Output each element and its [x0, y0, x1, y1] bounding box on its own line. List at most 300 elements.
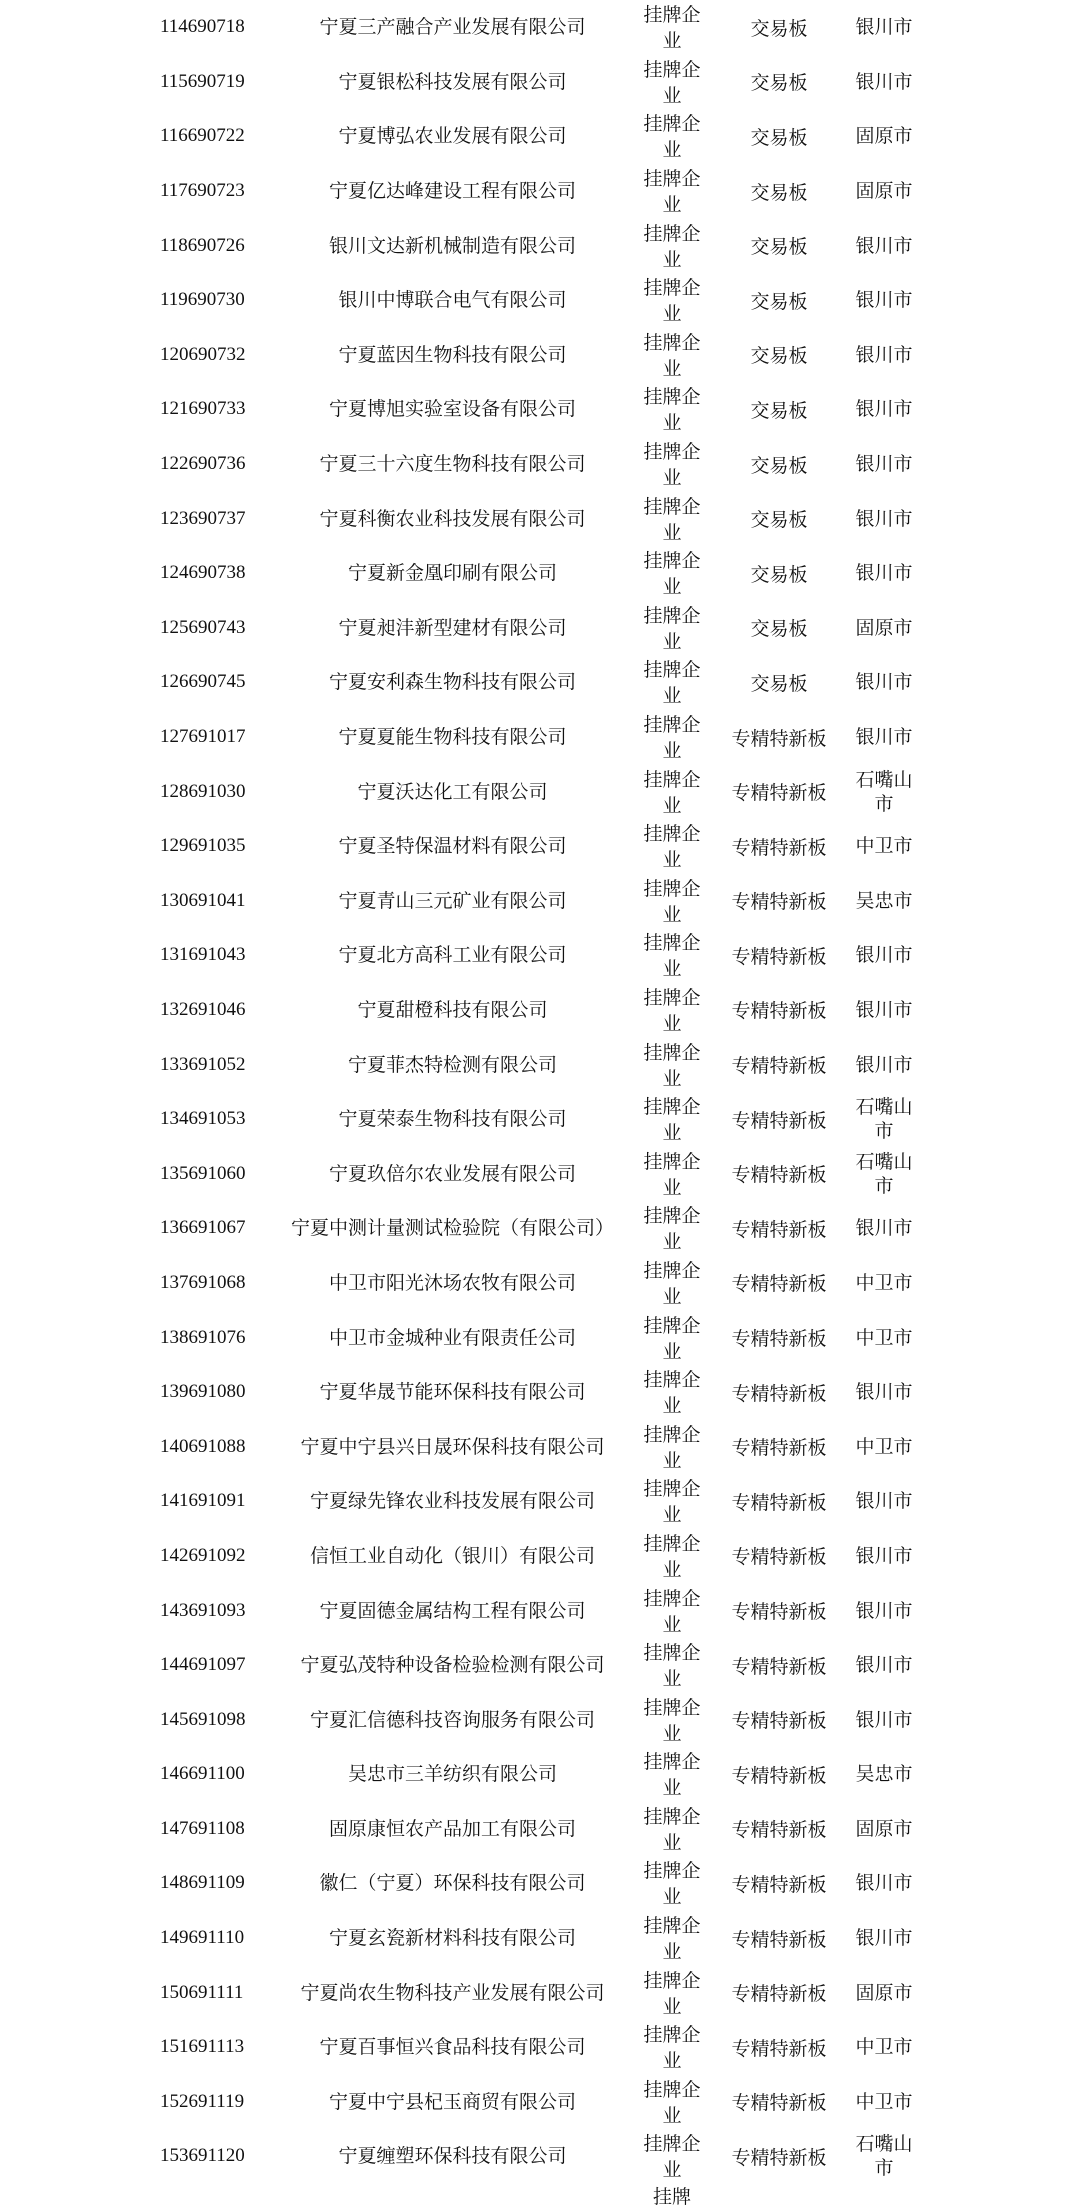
board-name: 交易板 — [750, 399, 808, 422]
company-name: 宁夏科衡农业科技发展有限公司 — [319, 507, 586, 530]
row-number: 139 — [160, 1381, 189, 1403]
row-index-code — [160, 1583, 278, 1638]
board-name: 专精特新板 — [731, 1382, 827, 1405]
listing-type: 挂牌企业 — [643, 1423, 701, 1472]
row-number: 146 — [160, 1763, 189, 1785]
row-number: 150 — [160, 1981, 189, 2003]
row-number: 147 — [160, 1817, 189, 1839]
board-name: 专精特新板 — [731, 2146, 827, 2169]
board-name: 专精特新板 — [731, 1819, 827, 1842]
row-index-code — [160, 0, 278, 55]
table-row — [0, 819, 1080, 874]
listing-type: 挂牌企业 — [643, 986, 701, 1035]
city-name: 银川市 — [855, 671, 913, 694]
listing-type: 挂牌企业 — [643, 1860, 701, 1909]
listing-type: 挂牌企业 — [643, 331, 701, 380]
company-name: 宁夏博旭实验室设备有限公司 — [328, 398, 576, 421]
listing-type: 挂牌企业 — [643, 1478, 701, 1527]
city-name: 中卫市 — [855, 1271, 913, 1294]
listing-type: 挂牌企业 — [643, 113, 701, 162]
listing-type: 挂牌企业 — [643, 4, 701, 53]
city-name: 石嘴山市 — [855, 2133, 913, 2180]
listing-type: 挂牌企业 — [643, 1532, 701, 1581]
row-number: 136 — [160, 1217, 189, 1239]
board-name: 专精特新板 — [731, 2092, 827, 2115]
listing-type: 挂牌企业 — [643, 1259, 701, 1308]
stock-code: 691017 — [188, 726, 246, 748]
board-name: 专精特新板 — [731, 1655, 827, 1678]
row-number: 132 — [160, 998, 189, 1020]
stock-code: 691111 — [188, 1981, 244, 2003]
company-name: 宁夏玄瓷新材料科技有限公司 — [328, 1927, 576, 1950]
city-name: 银川市 — [855, 1544, 913, 1567]
table-row — [0, 2129, 1080, 2184]
row-index-code — [160, 2020, 278, 2075]
board-name: 专精特新板 — [731, 1710, 827, 1733]
row-number: 125 — [160, 616, 189, 638]
city-name: 固原市 — [855, 1817, 913, 1840]
row-index-code — [160, 382, 278, 437]
board-name: 专精特新板 — [731, 1164, 827, 1187]
row-number: 152 — [160, 2090, 189, 2112]
city-name: 银川市 — [855, 998, 913, 1021]
listing-type: 挂牌企业 — [643, 1314, 701, 1363]
company-name: 宁夏汇信德科技咨询服务有限公司 — [309, 1708, 595, 1731]
row-index-code — [160, 1256, 278, 1311]
stock-code: 691113 — [188, 2036, 245, 2058]
row-index-code — [160, 546, 278, 601]
row-number: 133 — [160, 1053, 189, 1075]
stock-code: 691046 — [188, 998, 246, 1020]
stock-code: 690743 — [188, 616, 246, 638]
stock-code: 691092 — [188, 1544, 246, 1566]
stock-code: 691120 — [188, 2145, 245, 2167]
row-index-code — [160, 1856, 278, 1911]
table-row — [0, 437, 1080, 492]
row-number: 137 — [160, 1271, 189, 1293]
city-name: 银川市 — [855, 507, 913, 530]
stock-code: 691109 — [188, 1872, 245, 1894]
table-row — [0, 983, 1080, 1038]
listing-type: 挂牌企业 — [643, 495, 701, 544]
row-index-code — [160, 1310, 278, 1365]
stock-code: 691067 — [188, 1217, 246, 1239]
row-index-code — [160, 1201, 278, 1256]
board-name: 专精特新板 — [731, 727, 827, 750]
row-index-code — [160, 1692, 278, 1747]
table-row — [0, 710, 1080, 765]
row-number: 127 — [160, 726, 189, 748]
company-name: 宁夏华晟节能环保科技有限公司 — [319, 1381, 586, 1404]
city-name: 石嘴山市 — [855, 768, 913, 815]
row-index-code — [160, 874, 278, 929]
listing-type: 挂牌企业 — [643, 2078, 701, 2127]
row-number: 141 — [160, 1490, 189, 1512]
row-number: 148 — [160, 1872, 189, 1894]
city-name: 银川市 — [855, 1654, 913, 1677]
company-name: 宁夏博弘农业发展有限公司 — [338, 125, 567, 148]
table-row — [0, 109, 1080, 164]
stock-code: 691108 — [188, 1817, 245, 1839]
company-name: 宁夏三产融合产业发展有限公司 — [319, 16, 586, 39]
company-name: 宁夏昶沣新型建材有限公司 — [338, 616, 567, 639]
city-name: 银川市 — [855, 289, 913, 312]
row-index-code — [160, 55, 278, 110]
company-name: 徽仁（宁夏）环保科技有限公司 — [319, 1872, 586, 1895]
city-name: 中卫市 — [855, 835, 913, 858]
table-row — [0, 1419, 1080, 1474]
company-name: 宁夏弘茂特种设备检验检测有限公司 — [300, 1654, 605, 1677]
row-number: 123 — [160, 507, 189, 529]
row-index-code — [160, 764, 278, 819]
city-name: 银川市 — [855, 726, 913, 749]
city-name: 银川市 — [855, 1599, 913, 1622]
row-number: 144 — [160, 1654, 189, 1676]
table-row — [0, 1037, 1080, 1092]
city-name: 银川市 — [855, 1217, 913, 1240]
company-name: 宁夏甜橙科技有限公司 — [357, 998, 548, 1021]
row-number: 120 — [160, 343, 189, 365]
table-row — [0, 601, 1080, 656]
table-row — [0, 1638, 1080, 1693]
company-name: 宁夏中测计量测试检验院（有限公司） — [290, 1217, 614, 1240]
table-row — [0, 1692, 1080, 1747]
table-row — [0, 874, 1080, 929]
listing-type: 挂牌企业 — [643, 1096, 701, 1145]
board-name: 专精特新板 — [731, 1109, 827, 1132]
table-row — [0, 1146, 1080, 1201]
board-name: 交易板 — [750, 290, 808, 313]
row-number: 135 — [160, 1162, 189, 1184]
table-row — [0, 1365, 1080, 1420]
row-number: 126 — [160, 671, 189, 693]
row-index-code — [160, 983, 278, 1038]
company-name: 宁夏固德金属结构工程有限公司 — [319, 1599, 586, 1622]
company-name: 宁夏夏能生物科技有限公司 — [338, 726, 567, 749]
board-name: 专精特新板 — [731, 1055, 827, 1078]
listing-type: 挂牌企业 — [643, 168, 701, 217]
board-name: 交易板 — [750, 618, 808, 641]
row-number: 142 — [160, 1544, 189, 1566]
city-name: 银川市 — [855, 562, 913, 585]
stock-code: 690745 — [188, 671, 246, 693]
stock-code: 691060 — [188, 1162, 246, 1184]
stock-code: 690723 — [187, 180, 245, 202]
row-number: 121 — [160, 398, 189, 420]
company-name: 宁夏中宁县兴日晟环保科技有限公司 — [300, 1435, 605, 1458]
city-name: 银川市 — [855, 1927, 913, 1950]
stock-code: 690726 — [187, 234, 245, 256]
stock-code: 691053 — [188, 1108, 246, 1130]
stock-code: 691110 — [188, 1927, 245, 1949]
table-row — [0, 164, 1080, 219]
row-number: 134 — [160, 1108, 189, 1130]
stock-code: 690718 — [187, 16, 245, 38]
listing-type: 挂牌企业 — [643, 877, 701, 926]
table-row — [0, 1201, 1080, 1256]
table-row — [0, 764, 1080, 819]
stock-code: 691091 — [188, 1490, 246, 1512]
table-row — [0, 2075, 1080, 2130]
board-name: 专精特新板 — [731, 2037, 827, 2060]
board-name: 交易板 — [750, 345, 808, 368]
city-name: 银川市 — [855, 1872, 913, 1895]
row-number: 118 — [160, 234, 188, 256]
listing-type: 挂牌企业 — [643, 1642, 701, 1691]
row-number: 116 — [160, 125, 188, 147]
table-row — [0, 655, 1080, 710]
stock-code: 691080 — [188, 1381, 246, 1403]
row-number: 140 — [160, 1435, 189, 1457]
row-number: 129 — [160, 835, 189, 857]
table-row — [0, 382, 1080, 437]
table-row — [0, 328, 1080, 383]
listing-type: 挂牌企业 — [643, 1696, 701, 1745]
stock-code: 691041 — [188, 889, 246, 911]
row-index-code — [160, 437, 278, 492]
listing-type: 挂牌企业 — [643, 932, 701, 981]
company-name: 宁夏沃达化工有限公司 — [357, 780, 548, 803]
stock-code: 690730 — [187, 289, 245, 311]
city-name: 吴忠市 — [855, 1763, 913, 1786]
stock-code: 691035 — [188, 835, 246, 857]
table-row — [0, 546, 1080, 601]
city-name: 中卫市 — [855, 2090, 913, 2113]
stock-code: 691119 — [188, 2090, 245, 2112]
company-name: 信恒工业自动化（银川）有限公司 — [309, 1544, 595, 1567]
board-name: 交易板 — [750, 236, 808, 259]
row-index-code — [160, 2075, 278, 2130]
city-name: 银川市 — [855, 234, 913, 257]
board-name: 专精特新板 — [731, 891, 827, 914]
company-name: 宁夏亿达峰建设工程有限公司 — [328, 180, 576, 203]
company-name: 宁夏北方高科工业有限公司 — [338, 944, 567, 967]
table-row — [0, 1310, 1080, 1365]
row-index-code — [160, 655, 278, 710]
table-row — [0, 55, 1080, 110]
company-name: 宁夏尚农生物科技产业发展有限公司 — [300, 1981, 605, 2004]
city-name: 中卫市 — [855, 2036, 913, 2059]
board-name: 专精特新板 — [731, 782, 827, 805]
listing-type: 挂牌企业 — [643, 1969, 701, 2018]
stock-code: 690737 — [188, 507, 246, 529]
company-name: 银川中博联合电气有限公司 — [338, 289, 567, 312]
listing-type: 挂牌企业 — [643, 2024, 701, 2073]
board-name: 交易板 — [750, 563, 808, 586]
board-name: 交易板 — [750, 181, 808, 204]
listing-type: 挂牌企业 — [643, 222, 701, 271]
listing-type: 挂牌企业 — [643, 386, 701, 435]
stock-code: 691098 — [188, 1708, 246, 1730]
stock-code: 691076 — [188, 1326, 246, 1348]
row-number: 117 — [160, 180, 188, 202]
company-name: 宁夏中宁县杞玉商贸有限公司 — [328, 2090, 576, 2113]
table-row — [0, 1256, 1080, 1311]
company-name: 宁夏绿先锋农业科技发展有限公司 — [309, 1490, 595, 1513]
city-name: 银川市 — [855, 453, 913, 476]
company-name: 宁夏玖倍尔农业发展有限公司 — [328, 1162, 576, 1185]
company-name: 宁夏圣特保温材料有限公司 — [338, 835, 567, 858]
row-index-code — [160, 164, 278, 219]
row-number: 128 — [160, 780, 189, 802]
listing-type: 挂牌企业 — [643, 277, 701, 326]
row-index-code — [160, 1092, 278, 1147]
city-name: 银川市 — [855, 70, 913, 93]
city-name: 银川市 — [855, 1708, 913, 1731]
table-row — [0, 0, 1080, 55]
stock-code: 690738 — [188, 562, 246, 584]
board-name: 专精特新板 — [731, 1764, 827, 1787]
listing-type: 挂牌企业 — [643, 604, 701, 653]
stock-code: 691052 — [188, 1053, 246, 1075]
company-name: 宁夏缠塑环保科技有限公司 — [338, 2145, 567, 2168]
listing-type: 挂牌企业 — [643, 2133, 701, 2182]
listing-type: 挂牌企业 — [643, 1205, 701, 1254]
row-number: 143 — [160, 1599, 189, 1621]
city-name: 中卫市 — [855, 1326, 913, 1349]
company-name: 固原康恒农产品加工有限公司 — [328, 1817, 576, 1840]
board-name: 专精特新板 — [731, 1546, 827, 1569]
row-number: 119 — [160, 289, 188, 311]
row-number: 149 — [160, 1927, 189, 1949]
stock-code: 690719 — [187, 70, 245, 92]
table-row — [0, 1583, 1080, 1638]
table-row — [0, 928, 1080, 983]
stock-code: 690736 — [188, 453, 246, 475]
row-index-code — [160, 928, 278, 983]
row-index-code — [160, 1419, 278, 1474]
stock-code: 691097 — [188, 1654, 246, 1676]
city-name: 银川市 — [855, 1381, 913, 1404]
table-row — [0, 218, 1080, 273]
listing-type: 挂牌企业 — [643, 1587, 701, 1636]
city-name: 固原市 — [855, 125, 913, 148]
city-name: 固原市 — [855, 180, 913, 203]
company-name: 宁夏青山三元矿业有限公司 — [338, 889, 567, 912]
board-name: 专精特新板 — [731, 1873, 827, 1896]
row-index-code — [160, 1747, 278, 1802]
row-index-code — [160, 1146, 278, 1201]
table-row — [0, 1965, 1080, 2020]
listing-type: 挂牌企业 — [643, 823, 701, 872]
company-name: 宁夏菲杰特检测有限公司 — [347, 1053, 557, 1076]
table-row — [0, 1747, 1080, 1802]
city-name: 银川市 — [855, 1053, 913, 1076]
listing-type: 挂牌企业 — [643, 1041, 701, 1090]
board-name: 交易板 — [750, 672, 808, 695]
listing-type: 挂牌企业 — [643, 1805, 701, 1854]
company-name: 吴忠市三羊纺织有限公司 — [347, 1763, 557, 1786]
listing-type: 挂牌企业 — [643, 1915, 701, 1964]
stock-code: 690733 — [188, 398, 246, 420]
listing-type: 挂牌企业 — [643, 659, 701, 708]
board-name: 专精特新板 — [731, 1273, 827, 1296]
company-name: 宁夏三十六度生物科技有限公司 — [319, 453, 586, 476]
city-name: 银川市 — [855, 16, 913, 39]
stock-code: 690722 — [187, 125, 245, 147]
stock-code: 690732 — [188, 343, 246, 365]
city-name: 银川市 — [855, 398, 913, 421]
company-name: 中卫市金城种业有限责任公司 — [328, 1326, 576, 1349]
city-name: 中卫市 — [855, 1435, 913, 1458]
stock-code: 691043 — [188, 944, 246, 966]
board-name: 专精特新板 — [731, 1000, 827, 1023]
city-name: 银川市 — [855, 944, 913, 967]
stock-code: 691088 — [188, 1435, 246, 1457]
stock-code: 691030 — [188, 780, 246, 802]
row-index-code — [160, 273, 278, 328]
listing-type: 挂牌企业 — [643, 1369, 701, 1418]
row-index-code — [160, 1474, 278, 1529]
row-number: 138 — [160, 1326, 189, 1348]
listing-type: 挂牌企业 — [643, 1751, 701, 1800]
board-name: 专精特新板 — [731, 1218, 827, 1241]
company-name: 宁夏银松科技发展有限公司 — [338, 70, 567, 93]
row-number: 131 — [160, 944, 189, 966]
city-name: 固原市 — [855, 1981, 913, 2004]
stock-code: 691068 — [188, 1271, 246, 1293]
listing-type: 挂牌企业 — [643, 714, 701, 763]
listing-type: 挂牌企业 — [643, 768, 701, 817]
row-number: 114 — [160, 16, 188, 38]
row-number: 124 — [160, 562, 189, 584]
table-row — [0, 1474, 1080, 1529]
table-row — [0, 1911, 1080, 1966]
row-index-code — [160, 710, 278, 765]
row-index-code — [160, 109, 278, 164]
row-index-code — [160, 1365, 278, 1420]
row-index-code — [160, 1965, 278, 2020]
board-name: 交易板 — [750, 509, 808, 532]
city-name: 石嘴山市 — [855, 1096, 913, 1143]
row-number: 122 — [160, 453, 189, 475]
row-number: 153 — [160, 2145, 189, 2167]
table-row — [0, 273, 1080, 328]
city-name: 固原市 — [855, 616, 913, 639]
board-name: 交易板 — [750, 454, 808, 477]
row-index-code — [160, 1529, 278, 1584]
row-number: 130 — [160, 889, 189, 911]
row-number: 115 — [160, 70, 188, 92]
partial-next-row-text: 挂牌 — [652, 2186, 691, 2208]
table-row — [0, 1529, 1080, 1584]
city-name: 石嘴山市 — [855, 1150, 913, 1197]
stock-code: 691093 — [188, 1599, 246, 1621]
listing-type: 挂牌企业 — [643, 1150, 701, 1199]
table-row — [0, 1856, 1080, 1911]
company-name: 宁夏新金凰印刷有限公司 — [347, 562, 557, 585]
stock-code: 691100 — [188, 1763, 245, 1785]
board-name: 交易板 — [750, 17, 808, 40]
row-index-code — [160, 1802, 278, 1857]
board-name: 专精特新板 — [731, 1928, 827, 1951]
row-index-code — [160, 328, 278, 383]
board-name: 专精特新板 — [731, 1328, 827, 1351]
row-index-code — [160, 1037, 278, 1092]
company-name: 宁夏百事恒兴食品科技有限公司 — [319, 2036, 586, 2059]
row-index-code — [160, 218, 278, 273]
row-index-code — [160, 2129, 278, 2184]
listing-type: 挂牌企业 — [643, 441, 701, 490]
company-name: 宁夏荣泰生物科技有限公司 — [338, 1108, 567, 1131]
listing-type: 挂牌企业 — [643, 550, 701, 599]
city-name: 银川市 — [855, 343, 913, 366]
board-name: 专精特新板 — [731, 836, 827, 859]
city-name: 银川市 — [855, 1490, 913, 1513]
row-index-code — [160, 491, 278, 546]
board-name: 专精特新板 — [731, 1491, 827, 1514]
company-name: 银川文达新机械制造有限公司 — [328, 234, 576, 257]
